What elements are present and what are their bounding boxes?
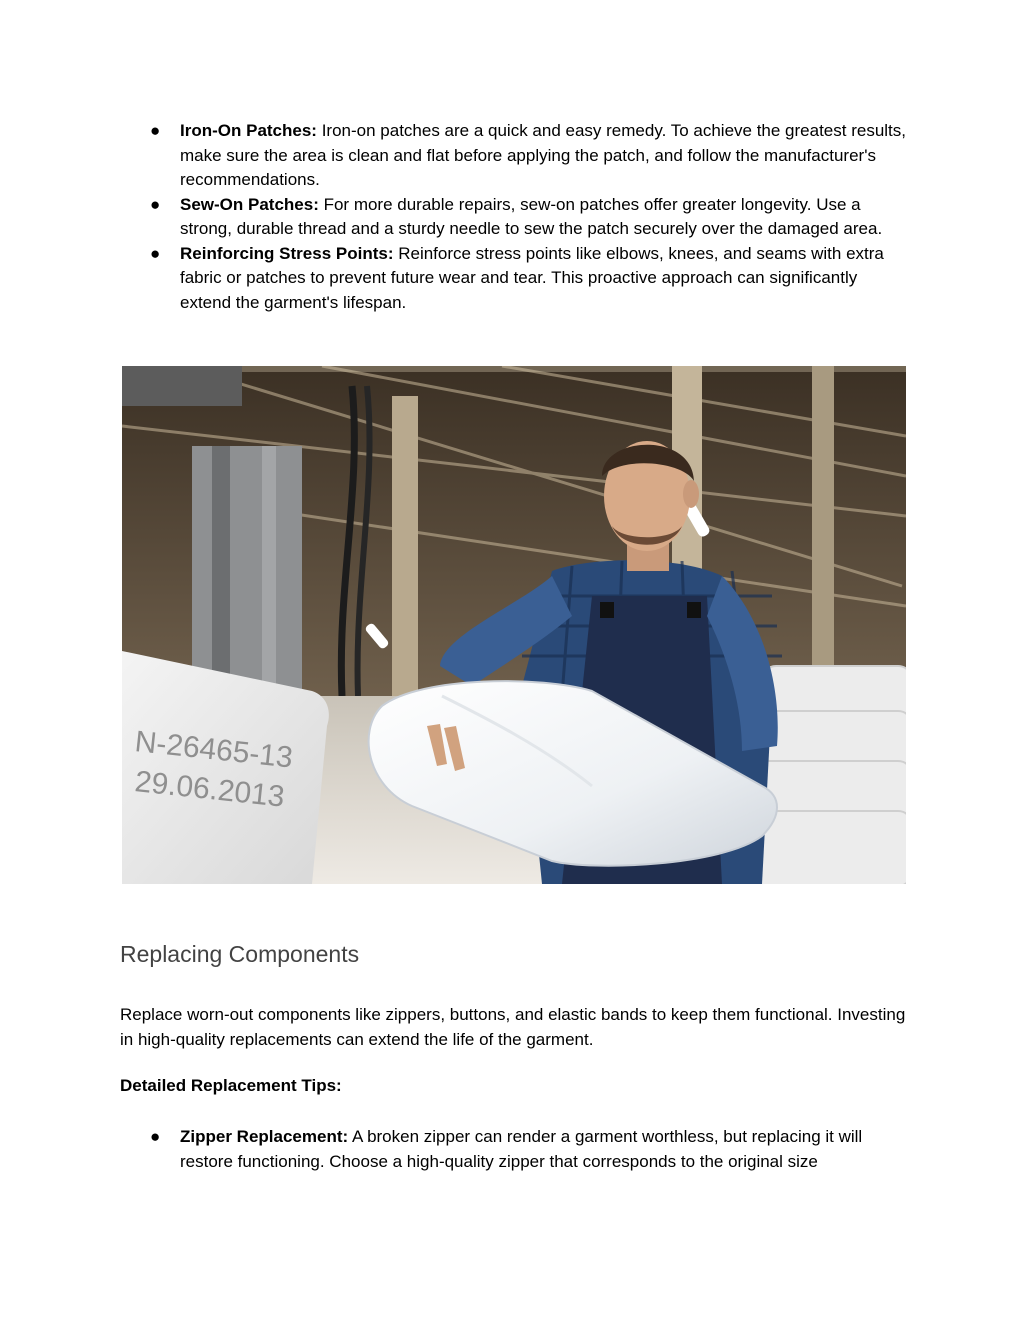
list-item-text: For more durable repairs, sew-on patches offer greater longevity. Use a strong, durable thread and a sturdy needle to sew the patch securely over the damaged area. <box>180 194 883 238</box>
list-item-title: Sew-On Patches: <box>180 194 319 214</box>
section-paragraph: Replace worn-out components like zippers, buttons, and elastic bands to keep them functional. Investing in high-quality replacements can extend the life of the garment. <box>120 1005 906 1049</box>
list-item-title: Reinforcing Stress Points: <box>180 243 394 263</box>
list-item <box>120 1125 910 1174</box>
list-item-text: A broken zipper can render a garment worthless, but replacing it will restore functioning. Choose a high-quality zipper that corresponds to the original size <box>180 1127 863 1171</box>
patch-tips-list <box>120 119 910 315</box>
bullet-icon: ● <box>150 121 161 140</box>
replacement-tips-list <box>120 1125 910 1174</box>
bullet-icon: ● <box>150 1127 161 1146</box>
section-heading: Replacing Components <box>120 941 360 967</box>
list-item-text: Reinforce stress points like elbows, knees, and seams with extra fabric or patches to prevent future wear and tear. This proactive approach can significantly extend the garment's lifespan. <box>180 243 884 312</box>
list-item-title: Iron-On Patches: <box>180 121 317 140</box>
list-item-text: Iron-on patches are a quick and easy remedy. To achieve the greatest results, make sure the area is clean and flat before applying the patch, and follow the manufacturer's recommendations. <box>180 121 907 189</box>
list-item <box>120 193 910 242</box>
warehouse-worker-photo <box>122 366 906 884</box>
subheading: Detailed Replacement Tips: <box>120 1076 342 1095</box>
list-item <box>120 242 910 316</box>
list-item <box>120 119 910 193</box>
bullet-icon: ● <box>150 194 161 214</box>
bag-label-line-2: 29.06.2013 <box>133 765 287 814</box>
list-item-title: Zipper Replacement: <box>180 1127 349 1146</box>
bag-label-line-1: N-26465-13 <box>133 725 295 775</box>
bullet-icon: ● <box>150 243 161 263</box>
